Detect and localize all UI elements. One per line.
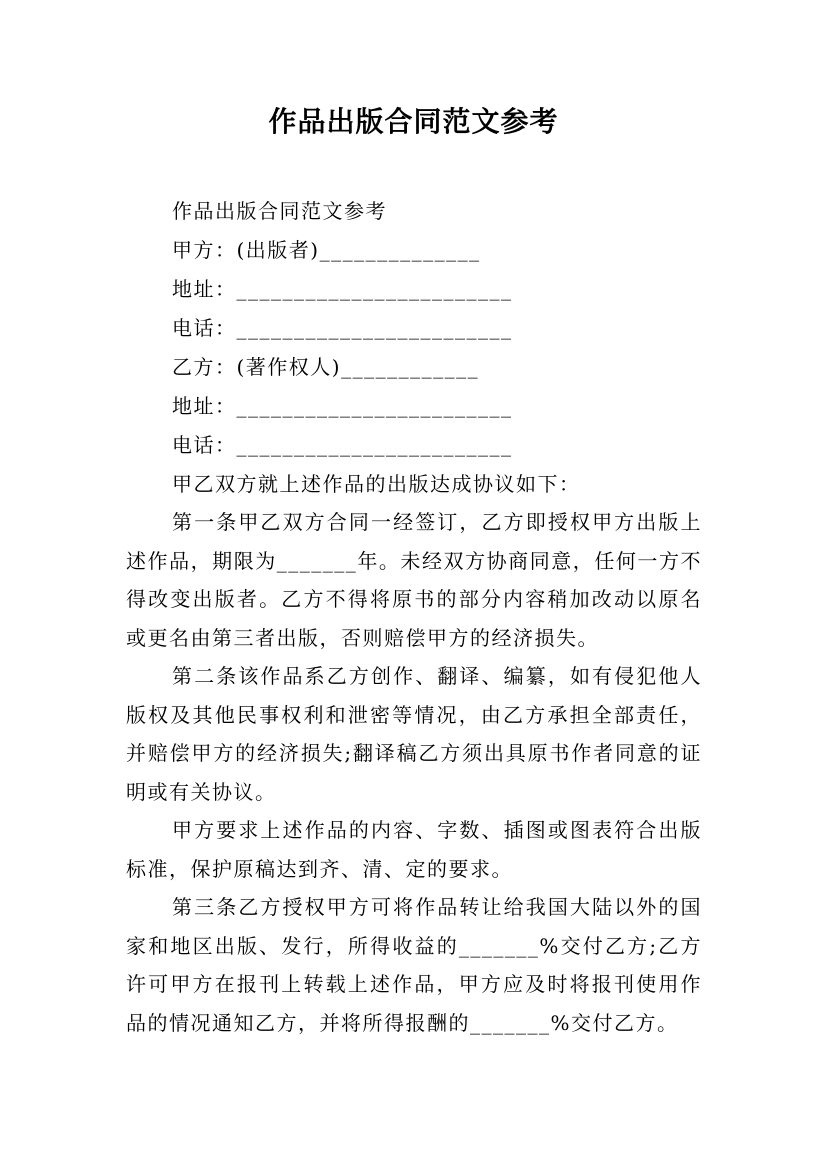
party-b-line: 乙方：(著作权人)____________ bbox=[172, 355, 480, 379]
party-b-address-line: 地址：________________________ bbox=[172, 394, 513, 418]
document-title: 作品出版合同范文参考 bbox=[268, 105, 559, 138]
subtitle-line: 作品出版合同范文参考 bbox=[172, 199, 387, 223]
party-a-phone-line: 电话：________________________ bbox=[172, 316, 513, 340]
article-2-paragraph: 第二条该作品系乙方创作、翻译、编纂，如有侵犯他人版权及其他民事权利和泄密等情况，由乙方承担全部责任，并赔偿甲方的经济损失;翻译稿乙方须出具原书作者同意的证明或有关协议。 bbox=[126, 664, 702, 804]
party-a-address-line: 地址：________________________ bbox=[172, 277, 513, 301]
requirements-paragraph: 甲方要求上述作品的内容、字数、插图或图表符合出版标准，保护原稿达到齐、清、定的要求。 bbox=[126, 818, 702, 881]
article-3-paragraph: 第三条乙方授权甲方可将作品转让给我国大陆以外的国家和地区出版、发行，所得收益的_______%交付乙方;乙方许可甲方在报刊上转载上述作品，甲方应及时将报刊使用作品的情况通知乙方，并将所得报酬的_______%交付乙方。 bbox=[126, 895, 702, 1035]
article-1-paragraph: 第一条甲乙双方合同一经签订，乙方即授权甲方出版上述作品，期限为_______年。未经双方协商同意，任何一方不得改变出版者。乙方不得将原书的部分内容稍加改动以原名或更名由第三者出版，否则赔偿甲方的经济损失。 bbox=[126, 510, 702, 650]
agreement-intro: 甲乙双方就上述作品的出版达成协议如下： bbox=[172, 472, 581, 496]
party-b-phone-line: 电话：________________________ bbox=[172, 433, 513, 457]
party-a-line: 甲方：(出版者)______________ bbox=[172, 238, 481, 262]
